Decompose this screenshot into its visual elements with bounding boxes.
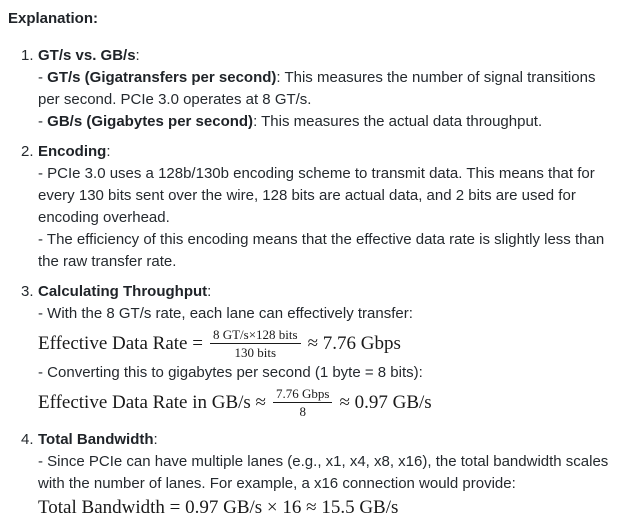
bullet-line — [38, 163, 616, 229]
bullet-line — [38, 451, 616, 495]
item-number: 2. — [21, 143, 34, 160]
bullet-text: : This measures the actual data throughput. — [253, 113, 543, 130]
item-title-colon: : — [207, 283, 212, 300]
formula-lhs: Total Bandwidth = 0.97 GB/s × 16 ≈ 15.5 GB/s — [38, 497, 399, 518]
formula-lhs: Effective Data Rate in GB/s ≈ — [38, 391, 266, 413]
item-title-bold: Total Bandwidth — [38, 431, 154, 448]
bullet-dash: - — [38, 113, 48, 130]
fraction — [273, 386, 332, 419]
fraction-denominator: 130 bits — [234, 345, 277, 360]
item-title — [38, 141, 616, 163]
item-content — [38, 429, 616, 521]
fraction — [210, 327, 301, 360]
bullet-line — [38, 303, 616, 325]
bullet-text: The efficiency of this encoding means that the effective data rate is slightly less than the raw transfer rate. — [38, 231, 605, 270]
bullet-dash: - — [38, 364, 48, 381]
math-formula-total-bandwidth — [38, 497, 616, 519]
list-item-calculating-throughput — [8, 281, 628, 421]
bullet-line — [38, 111, 616, 133]
fraction-numerator: 7.76 Gbps — [273, 386, 332, 403]
bullet-line — [38, 67, 616, 111]
item-title-colon: : — [135, 47, 140, 64]
bullet-text: PCIe 3.0 uses a 128b/130b encoding scheme to transmit data. This means that for every 130 bits sent over the wire, 128 bits are actual data, and 2 bits are used for encoding overhead. — [38, 165, 595, 226]
formula-rhs: ≈ 7.76 Gbps — [307, 332, 401, 354]
formula-lhs: Effective Data Rate = — [38, 332, 203, 354]
item-title-colon: : — [106, 143, 111, 160]
item-content — [38, 281, 616, 421]
item-title-colon: : — [153, 431, 158, 448]
numbered-list — [8, 45, 628, 521]
formula-rhs: ≈ 0.97 GB/s — [339, 391, 432, 413]
item-title-bold: GT/s vs. GB/s — [38, 47, 136, 64]
math-formula-effective-data-rate-gbs — [38, 386, 616, 419]
item-number: 1. — [21, 47, 34, 64]
item-content — [38, 45, 616, 133]
bullet-text: With the 8 GT/s rate, each lane can effectively transfer: — [47, 305, 413, 322]
bullet-text: Converting this to gigabytes per second (1 byte = 8 bits): — [47, 364, 423, 381]
bullet-bold: GB/s (Gigabytes per second) — [47, 113, 254, 130]
bullet-text: : This measures the number of signal transitions per second. PCIe 3.0 operates at 8 GT/s. — [38, 69, 596, 108]
fraction-denominator: 8 — [299, 404, 306, 419]
fraction-numerator: 8 GT/s×128 bits — [210, 327, 301, 344]
item-title-bold: Calculating Throughput — [38, 283, 208, 300]
bullet-dash: - — [38, 231, 47, 248]
item-title — [38, 429, 616, 451]
math-formula-effective-data-rate — [38, 327, 616, 360]
item-number: 3. — [21, 283, 34, 300]
bullet-dash: - — [38, 305, 48, 322]
bullet-text: Since PCIe can have multiple lanes (e.g., x1, x4, x8, x16), the total bandwidth scales with the number of lanes. For example, a x16 connection would provide: — [38, 453, 609, 492]
bullet-dash: - — [38, 69, 48, 86]
item-title-bold: Encoding — [38, 143, 107, 160]
item-title — [38, 45, 616, 67]
bullet-dash: - — [38, 165, 48, 182]
bullet-dash: - — [38, 453, 48, 470]
bullet-line — [38, 362, 616, 384]
list-item-total-bandwidth — [8, 429, 628, 521]
list-item-encoding — [8, 141, 628, 273]
item-content — [38, 141, 616, 273]
bullet-line — [38, 229, 616, 273]
item-title — [38, 281, 616, 303]
explanation-heading: Explanation: — [8, 10, 99, 27]
bullet-bold: GT/s (Gigatransfers per second) — [47, 69, 277, 86]
list-item-gts-vs-gbs — [8, 45, 628, 133]
item-number: 4. — [21, 431, 34, 448]
